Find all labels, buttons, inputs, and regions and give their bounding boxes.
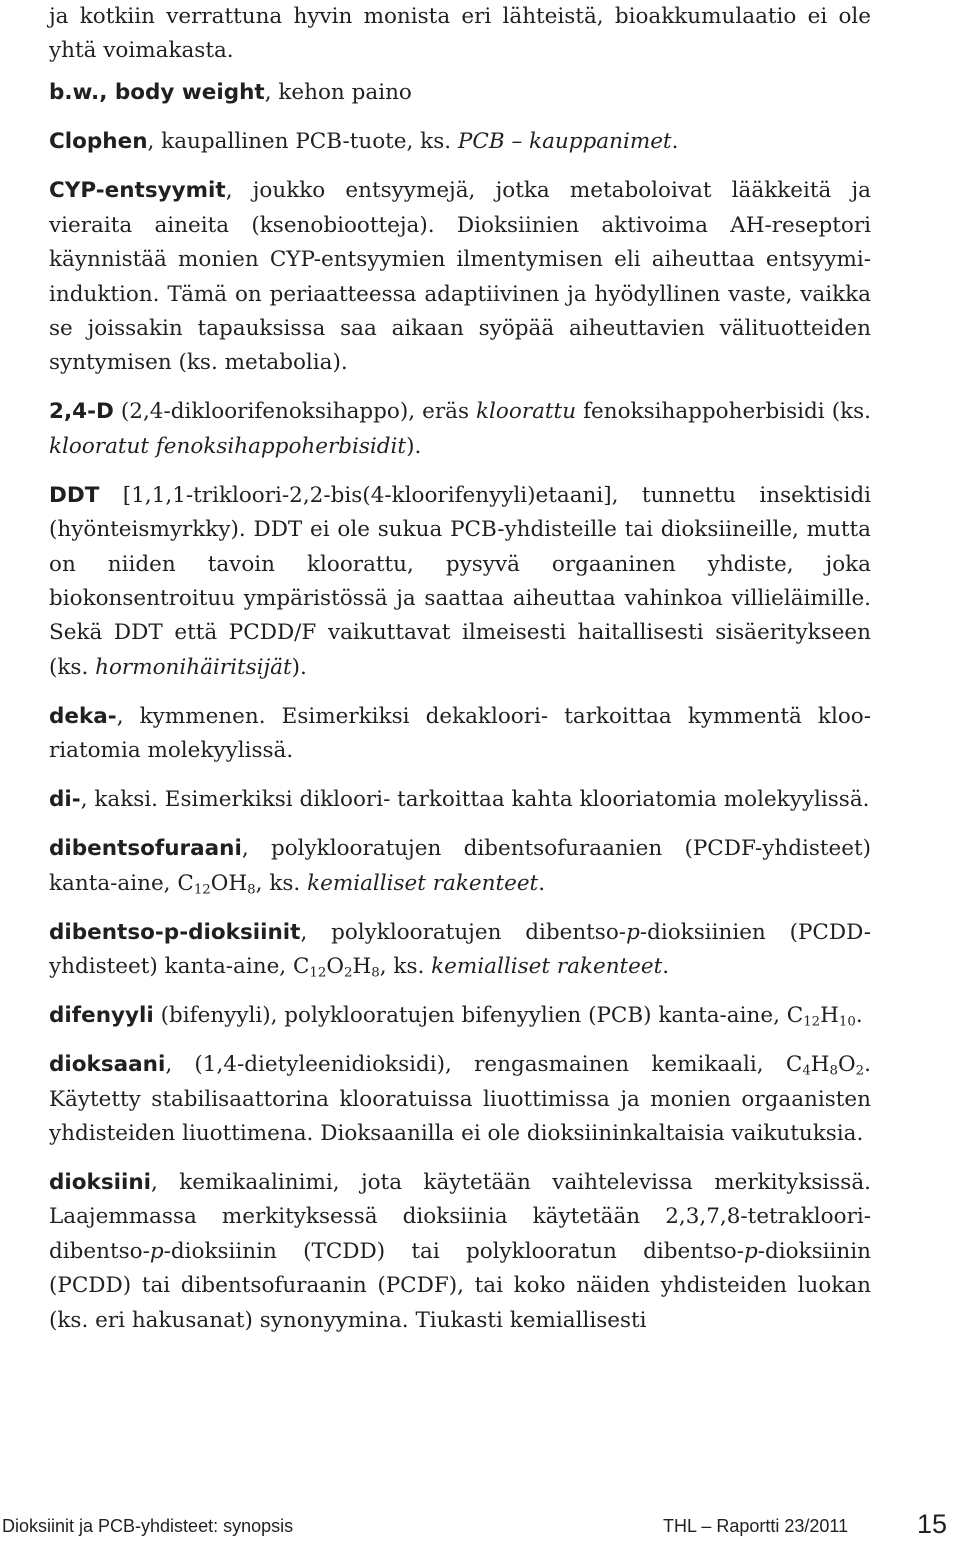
page-number: 15: [917, 1509, 948, 1539]
def2-dioksiini: -dioksiinin (TCDD) tai polyklooratun dibentso-: [163, 1238, 744, 1264]
ital-p1-dioksiini: p: [149, 1238, 164, 1264]
def3-dibentsopdioksiinit: , ks.: [379, 954, 432, 980]
ref-dibentsofuraani: kemialliset rakenteet: [307, 870, 539, 896]
def-clophen: , kaupallinen PCB-tuote, ks.: [147, 129, 458, 155]
ital-p-dibentsopdioksiinit: p: [626, 919, 640, 945]
entry-bw: [49, 76, 871, 110]
entry-dioksaani: [49, 1048, 871, 1151]
def-cyp: , joukko entsyymejä, jotka metaboloivat lääkkeitä ja vieraita aineita (ksenobiootteja). Dioksiinien aktivoima AH-reseptori käynnistää monien CYP-entsyymien ilmentymisen eli aiheuttaa entsyymi-induktion. Tämä on periaatteessa adaptiivinen ja hyödyllinen vaste, vaikka se joissakin tapauksissa saa aikaan syöpää aiheuttavien välituotteiden syntymisen (ks. metabolia).: [49, 178, 871, 376]
term-cyp: CYP-entsyymit: [49, 178, 226, 204]
ital-p2-dioksiini: p: [744, 1238, 758, 1264]
entry-clophen: [49, 125, 871, 159]
def2-dibentsopdioksiinit: -dioksiinien (PCDD-yhdisteet) kanta-aine, C: [49, 919, 872, 980]
term-dibentsopdioksiinit: dibentso-p-dioksiinit: [49, 919, 301, 945]
sub-difenyyli-2: 10: [838, 1014, 856, 1030]
def-ddt: [1,1,1-trikloori-2,2-bis(4-kloorifenyyli)etaani], tunnettu insektisidi (hyönteismyrkky). DDT ei ole sukua PCB-yhdisteille tai dioksiineille, mutta on niiden tavoin kloorattu, pysyvä orgaaninen yhdiste, joka biokonsentroituu ympäristössä ja saattaa aiheuttaa vahinkoa villieläimille. Sekä DDT että PCDD/F vaikuttavat ilmeisesti haitallisesti sisäeritykseen (ks.: [49, 482, 871, 680]
sub-dibentsopdioksiinit-3: 8: [371, 965, 380, 981]
def-dibentsopdioksiinit: , polyklooratujen dibentso-: [300, 919, 627, 945]
sub-dioksaani-3: 2: [855, 1063, 865, 1079]
term-24d: 2,4-D: [49, 399, 114, 425]
end-dibentsofuraani: .: [538, 870, 546, 896]
entry-ddt: [49, 479, 871, 685]
formula-dibentsofuraani-1: OH: [210, 870, 248, 896]
sub-dibentsopdioksiinit-1: 12: [309, 965, 327, 981]
def-dibentsofuraani: , polyklooratujen dibentsofuraanien (PCDF-yhdisteet) kanta-aine, C: [49, 836, 871, 896]
sub-difenyyli-1: 12: [803, 1014, 821, 1030]
entry-difenyyli: [49, 999, 871, 1033]
ref-24d: klooratut fenoksihappoherbisidit: [49, 433, 407, 459]
footer-report-id: THL – Raportti 23/2011: [663, 1516, 849, 1536]
term-clophen: Clophen: [49, 129, 148, 155]
def2-dibentsofuraani: , ks.: [255, 870, 308, 896]
footer-publication-title: Dioksiinit ja PCB-yhdisteet: synopsis: [2, 1516, 294, 1536]
def-bw: , kehon paino: [264, 80, 412, 106]
glossary-column: [49, 0, 871, 1353]
def-dioksaani: , (1,4-dietyleenidioksidi), rengasmainen kemikaali, C: [165, 1052, 803, 1078]
term-difenyyli: difenyyli: [49, 1003, 154, 1029]
term-dioksiini: dioksiini: [49, 1169, 152, 1195]
term-bw: b.w., body weight: [49, 80, 265, 106]
sub-dibentsopdioksiinit-2: 2: [344, 965, 353, 981]
def-difenyyli: (bifenyyli), polyklooratujen bifenyylien (PCB) kanta-aine, C: [153, 1003, 804, 1029]
def3-dioksiini: -dioksiinin (PCDD) tai dibentsofuraanin (PCDF), tai koko näiden yhdisteiden luokan (ks. eri hakusanat) synonyymina. Tiukasti kemiallisesti: [49, 1238, 871, 1333]
end-clophen: .: [671, 129, 679, 155]
entry-dibentsopdioksiinit: [49, 916, 871, 985]
entry-cyp: [49, 174, 871, 380]
term-ddt: DDT: [49, 482, 100, 508]
sub-dioksaani-2: 8: [829, 1063, 839, 1079]
ref-dibentsopdioksiinit: kemialliset rakenteet: [431, 954, 663, 980]
entry-deka: [49, 700, 871, 769]
entry-dibentsofuraani: [49, 832, 871, 901]
formula-dioksaani-2: O: [838, 1052, 856, 1078]
def2-dioksaani: . Käytetty stabilisaattorina klooratuissa liuottimissa ja monien orgaanisten yhdisteiden liuottimena. Dioksaanilla ei ole dioksiininkaltaisia vaikutuksia.: [49, 1052, 871, 1146]
entry-24d: [49, 395, 871, 464]
def-deka: , kymmenen. Esimerkiksi dekakloori- tarkoittaa kymmentä klooriatomia molekyylissä.: [49, 703, 871, 764]
formula-dibentsopdioksiinit-1: O: [326, 954, 345, 980]
formula-difenyyli-1: H: [820, 1003, 839, 1029]
continuation-paragraph: ja kotkiin verrattuna hyvin monista eri lähteistä, bioakkumulaatio ei ole yhtä voimakasta.: [49, 4, 871, 64]
def2-24d: fenoksihappoherbisidi (ks.: [576, 399, 871, 425]
entry-dioksiini: [49, 1166, 871, 1338]
term-deka: deka-: [49, 703, 117, 729]
entry-di: [49, 783, 871, 817]
ref-ddt: hormonihäiritsijät: [95, 654, 292, 680]
def-24d: (2,4-dikloorifenoksihappo), eräs: [113, 399, 477, 425]
end-dibentsopdioksiinit: .: [662, 954, 670, 980]
sub-dioksaani-1: 4: [802, 1063, 811, 1079]
end-24d: ).: [406, 433, 422, 459]
term-dioksaani: dioksaani: [49, 1052, 166, 1078]
sub-dibentsofuraani-2: 8: [247, 882, 256, 898]
formula-dioksaani-1: H: [810, 1052, 830, 1078]
def-di: , kaksi. Esimerkiksi dikloori- tarkoittaa kahta klooriatomia molekyylissä.: [80, 787, 870, 813]
sub-dibentsofuraani-1: 12: [193, 882, 211, 898]
ref-clophen: PCB – kauppanimet: [457, 129, 672, 155]
formula-dibentsopdioksiinit-2: H: [352, 954, 372, 980]
ital-24d: kloorattu: [476, 399, 577, 425]
term-di: di-: [49, 787, 81, 813]
end-difenyyli: .: [855, 1003, 863, 1029]
term-dibentsofuraani: dibentsofuraani: [49, 836, 242, 862]
def-dioksiini: , kemikaalinimi, jota käytetään vaihtelevissa merkityksissä. Laajemmassa merkityksessä dioksiinia käytetään 2,3,7,8-tetraklooridibentso-: [49, 1169, 871, 1264]
end-ddt: ).: [291, 654, 307, 680]
